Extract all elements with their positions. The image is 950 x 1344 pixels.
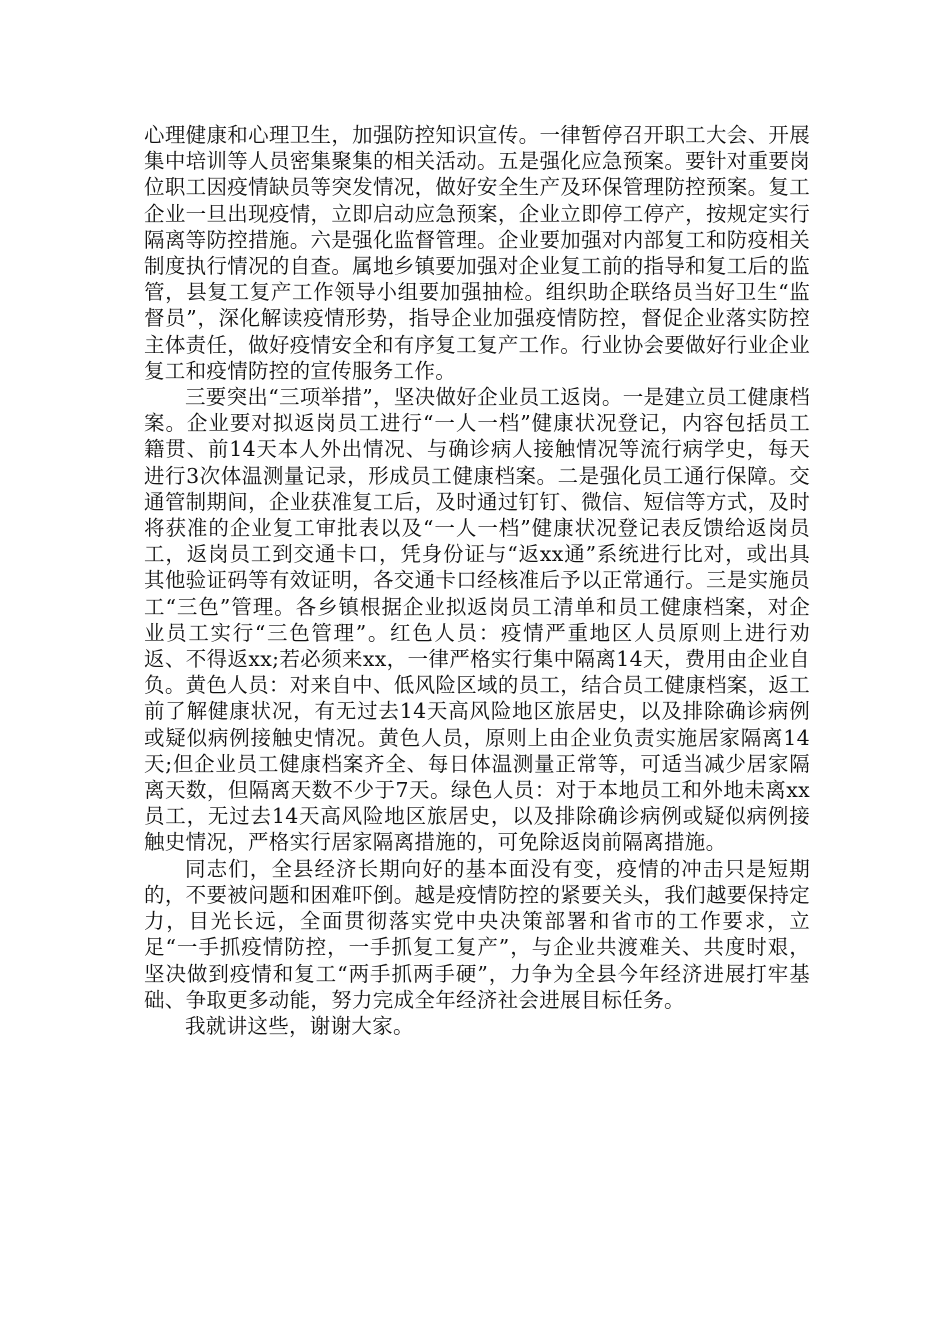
paragraph-thanks: 我就讲这些，谢谢大家。	[185, 1013, 414, 1038]
paragraph-control-measures: 心理健康和心理卫生，加强防控知识宣传。一律暂停召开职工大会、开展集中培训等人员密集聚集的相关活动。五是强化应急预案。要针对重要岗位职工因疫情缺员等突发情况，做好安全生产及环保管理防控预案。复工企业一旦出现疫情，立即启动应急预案，企业立即停工停产，按规定实行隔离等防控措施。六是强化监督管理。企业要加强对内部复工和防疫相关制度执行情况的自查。属地乡镇要加强对企业复工前的指导和复工后的监管，县复工复产工作领导小组要加强抽检。组织助企联络员当好卫生“监督员”，深化解读疫情形势，指导企业加强疫情防控，督促企业落实防控主体责任，做好疫情安全和有序复工复产工作。行业协会要做好行业企业复工和疫情防控的宣传服务工作。	[144, 123, 810, 383]
paragraph-closing-remarks: 同志们，全县经济长期向好的基本面没有变，疫情的冲击只是短期的，不要被问题和困难吓倒。越是疫情防控的紧要关头，我们越要保持定力，目光长远，全面贯彻落实党中央决策部署和省市的工作要求，立足“一手抓疫情防控，一手抓复工复产”，与企业共渡难关、共度时艰，坚决做到疫情和复工“两手抓两手硬”，力争为全县今年经济进展打牢基础、争取更多动能，努力完成全年经济社会进展目标任务。	[144, 856, 810, 1012]
body-text	[144, 122, 810, 1039]
paragraph-employee-return: 三要突出“三项举措”，坚决做好企业员工返岗。一是建立员工健康档案。企业要对拟返岗员工进行“一人一档”健康状况登记，内容包括员工籍贯、前14天本人外出情况、与确诊病人接触情况等流行病学史，每天进行3次体温测量记录，形成员工健康档案。二是强化员工通行保障。交通管制期间，企业获准复工后，及时通过钉钉、微信、短信等方式，及时将获准的企业复工审批表以及“一人一档”健康状况登记表反馈给返岗员工，返岗员工到交通卡口，凭身份证与“返xx通”系统进行比对，或出具其他验证码等有效证明，各交通卡口经核准后予以正常通行。三是实施员工“三色”管理。各乡镇根据企业拟返岗员工清单和员工健康档案，对企业员工实行“三色管理”。红色人员：疫情严重地区人员原则上进行劝返、不得返xx;若必须来xx，一律严格实行集中隔离14天，费用由企业自负。黄色人员：对来自中、低风险区域的员工，结合员工健康档案，返工前了解健康状况，有无过去14天高风险地区旅居史，以及排除确诊病例或疑似病例接触史情况。黄色人员，原则上由企业负责实施居家隔离14天;但企业员工健康档案齐全、每日体温测量正常等，可适当减少居家隔离天数，但隔离天数不少于7天。绿色人员：对于本地员工和外地未离xx员工，无过去14天高风险地区旅居史，以及排除确诊病例或疑似病例接触史情况，严格实行居家隔离措施的，可免除返岗前隔离措施。	[144, 385, 810, 855]
